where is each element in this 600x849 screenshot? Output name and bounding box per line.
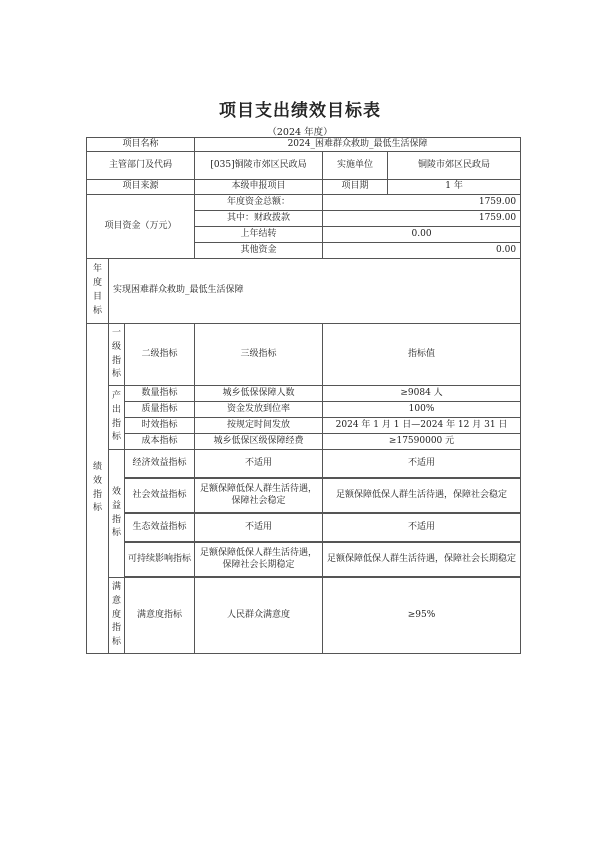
satisfaction-l3: 人民群众满意度 — [195, 578, 323, 654]
benefit-row-l3: 足额保障低保人群生活待遇，保障社会长期稳定 — [195, 543, 323, 577]
project-name-label: 项目名称 — [87, 138, 195, 152]
output-label — [109, 386, 125, 450]
implementing-unit-label: 实施单位 — [323, 152, 388, 180]
funds-other-label: 其他资金 — [195, 243, 323, 259]
page-subtitle: （2024 年度） — [267, 127, 333, 138]
output-row-l3: 城乡低保区级保障经费 — [195, 434, 323, 450]
benefit-row-l2: 生态效益指标 — [125, 514, 195, 542]
output-row-value: 100% — [323, 402, 521, 418]
benefit-row-l2: 可持续影响指标 — [125, 543, 195, 577]
project-name-value: 2024_困难群众救助_最低生活保障 — [195, 138, 521, 152]
benefit-label — [109, 450, 125, 578]
implementing-unit-value: 铜陵市郊区民政局 — [388, 152, 521, 180]
output-row-l2: 时效指标 — [125, 418, 195, 434]
page-title: 项目支出绩效目标表 — [219, 101, 381, 121]
benefit-row-l3: 不适用 — [195, 450, 323, 478]
project-period-label: 项目期 — [323, 180, 388, 195]
funds-carryover-value: 0.00 — [323, 227, 521, 243]
benefit-row-value: 足额保障低保人群生活待遇，保障社会稳定 — [323, 479, 521, 513]
benefit-row-value: 不适用 — [323, 450, 521, 478]
output-label-text: 产出指标 — [112, 390, 122, 443]
annual-goal-label-text: 年度目标 — [93, 264, 103, 316]
benefit-row-l2: 经济效益指标 — [125, 450, 195, 478]
annual-goal-value: 实现困难群众救助_最低生活保障 — [109, 259, 521, 324]
performance-label — [87, 324, 109, 654]
output-row-value: 2024 年 1 月 1 日—2024 年 12 月 31 日 — [323, 418, 521, 434]
benefit-row-value: 足额保障低保人群生活待遇，保障社会长期稳定 — [323, 543, 521, 577]
performance-table — [86, 137, 521, 654]
project-source-label: 项目来源 — [87, 180, 195, 195]
output-row-l3: 城乡低保保障人数 — [195, 386, 323, 402]
header-level3: 三级指标 — [195, 324, 323, 386]
output-row-value: ≥9084 人 — [323, 386, 521, 402]
funds-carryover-label: 上年结转 — [195, 227, 323, 243]
annual-goal-label — [87, 259, 109, 324]
funds-total-value: 1759.00 — [323, 195, 521, 211]
output-row-l2: 成本指标 — [125, 434, 195, 450]
satisfaction-label — [109, 578, 125, 654]
satisfaction-l2: 满意度指标 — [125, 578, 195, 654]
output-row-l3: 资金发放到位率 — [195, 402, 323, 418]
output-row-value: ≥17590000 元 — [323, 434, 521, 450]
project-period-value: 1 年 — [388, 180, 521, 195]
output-row-l2: 质量指标 — [125, 402, 195, 418]
output-row-l2: 数量指标 — [125, 386, 195, 402]
department-label: 主管部门及代码 — [87, 152, 195, 180]
benefit-row-l3: 足额保障低保人群生活待遇，保障社会稳定 — [195, 479, 323, 513]
project-source-value: 本级申报项目 — [195, 180, 323, 195]
header-level1 — [109, 324, 125, 386]
benefit-row-value: 不适用 — [323, 514, 521, 542]
header-level1-text: 一级指标 — [112, 327, 122, 380]
satisfaction-label-text: 满意度指标 — [112, 581, 122, 648]
benefit-row-l3: 不适用 — [195, 514, 323, 542]
benefit-row-l2: 社会效益指标 — [125, 479, 195, 513]
funds-other-value: 0.00 — [323, 243, 521, 259]
funds-fiscal-value: 1759.00 — [323, 211, 521, 227]
project-funds-label: 项目资金（万元） — [87, 195, 195, 259]
output-row-l3: 按规定时间发放 — [195, 418, 323, 434]
header-level2: 二级指标 — [125, 324, 195, 386]
header-value: 指标值 — [323, 324, 521, 386]
benefit-label-text: 效益指标 — [112, 486, 122, 539]
satisfaction-value: ≥95% — [323, 578, 521, 654]
department-value: [035]铜陵市郊区民政局 — [195, 152, 323, 180]
funds-total-label: 年度资金总额： — [195, 195, 323, 211]
funds-fiscal-label: 其中：财政拨款 — [195, 211, 323, 227]
performance-label-text: 绩效指标 — [93, 461, 103, 514]
